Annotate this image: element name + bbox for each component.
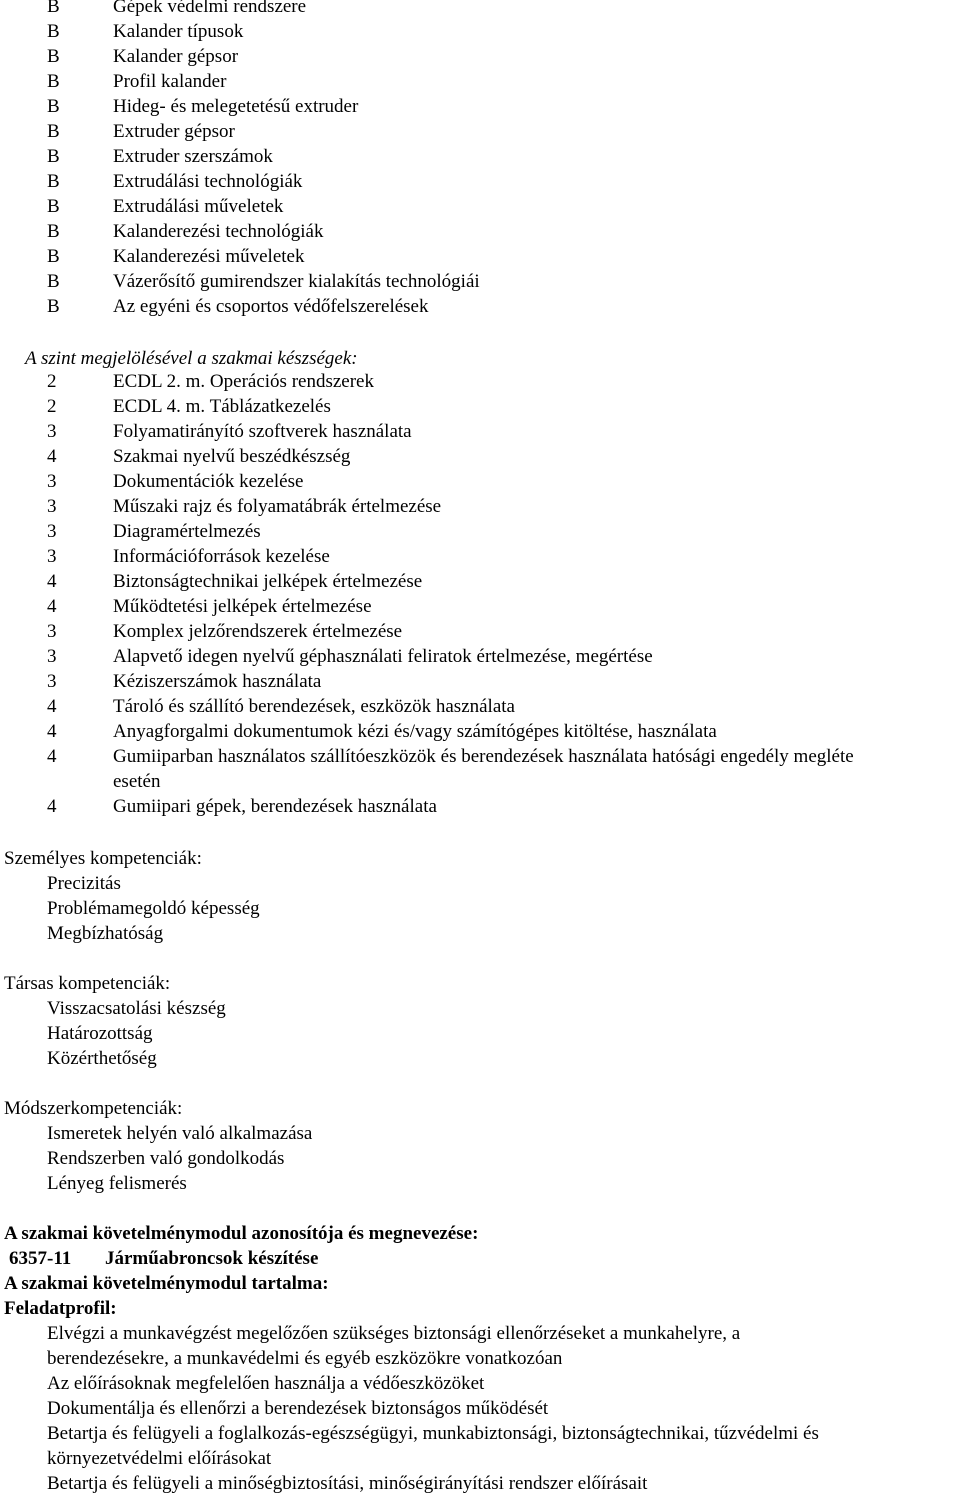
item-text: ECDL 2. m. Operációs rendszerek <box>113 371 374 392</box>
level-value: 3 <box>47 421 57 442</box>
list-item <box>0 71 960 96</box>
item-text: Extruder szerszámok <box>113 146 273 167</box>
item-text: Profil kalander <box>113 71 227 92</box>
list-item <box>0 21 960 46</box>
level-value: B <box>47 96 60 117</box>
list-item <box>0 221 960 246</box>
item-text: Gumiiparban használatos szállítóeszközök és berendezések használata hatósági engedély megléte <box>113 746 854 767</box>
item-text: Folyamatirányító szoftverek használata <box>113 421 412 442</box>
level-value: 3 <box>47 546 57 567</box>
task-line: Betartja és felügyeli a minőségbiztosítási, minőségirányítási rendszer előírásait <box>47 1473 648 1494</box>
list-item <box>0 246 960 271</box>
level-value: 4 <box>47 571 57 592</box>
list-item <box>0 421 960 446</box>
item-text: Kalanderezési technológiák <box>113 221 324 242</box>
list-item <box>0 96 960 121</box>
social-heading: Társas kompetenciák: <box>4 973 171 994</box>
list-item <box>0 521 960 546</box>
level-value: 4 <box>47 796 57 817</box>
item-text: Diagramértelmezés <box>113 521 261 542</box>
module-content-heading: A szakmai követelménymodul tartalma: <box>4 1273 329 1294</box>
item-text: Kéziszerszámok használata <box>113 671 322 692</box>
item-text: Gépek védelmi rendszere <box>113 0 307 17</box>
item-text: Információforrások kezelése <box>113 546 330 567</box>
item-text: esetén <box>113 771 161 792</box>
list-item <box>0 196 960 221</box>
list-item <box>0 646 960 671</box>
item-text: Gumiipari gépek, berendezések használata <box>113 796 437 817</box>
level-value: B <box>47 296 60 317</box>
item-text: Tároló és szállító berendezések, eszközök használata <box>113 696 515 717</box>
module-name: Járműabroncsok készítése <box>105 1248 319 1269</box>
task-line: Betartja és felügyeli a foglalkozás-egészségügyi, munkabiztonsági, biztonságtechnikai, tűzvédelmi és <box>47 1423 819 1444</box>
task-line: Az előírásoknak megfelelően használja a védőeszközöket <box>47 1373 485 1394</box>
level-value: 4 <box>47 721 57 742</box>
item-text: ECDL 4. m. Táblázatkezelés <box>113 396 331 417</box>
list-item <box>0 171 960 196</box>
level-value: 3 <box>47 496 57 517</box>
list-item <box>0 396 960 421</box>
level-value: 4 <box>47 746 57 767</box>
item-text: Extruder gépsor <box>113 121 235 142</box>
list-item <box>0 371 960 396</box>
list-item <box>0 446 960 471</box>
level-value: B <box>47 171 60 192</box>
list-item: Rendszerben való gondolkodás <box>47 1148 285 1169</box>
list-item <box>0 271 960 296</box>
list-item <box>0 471 960 496</box>
level-value: 4 <box>47 596 57 617</box>
level-value: 4 <box>47 446 57 467</box>
profile-heading: Feladatprofil: <box>4 1298 117 1319</box>
level-value: B <box>47 246 60 267</box>
list-item: Precizitás <box>47 873 121 894</box>
level-value: 2 <box>47 396 57 417</box>
item-text: Dokumentációk kezelése <box>113 471 304 492</box>
level-value: B <box>47 46 60 67</box>
item-text: Kalander gépsor <box>113 46 239 67</box>
item-text: Komplex jelzőrendszerek értelmezése <box>113 621 403 642</box>
personal-heading: Személyes kompetenciák: <box>4 848 202 869</box>
level-value: 3 <box>47 671 57 692</box>
task-line: Dokumentálja és ellenőrzi a berendezések biztonságos működését <box>47 1398 549 1419</box>
list-item: Lényeg felismerés <box>47 1173 187 1194</box>
item-text: Az egyéni és csoportos védőfelszerelések <box>113 296 429 317</box>
skills-heading: A szint megjelölésével a szakmai készségek: <box>25 348 358 369</box>
list-item-continuation <box>0 771 960 796</box>
list-item <box>0 696 960 721</box>
module-id-heading: A szakmai követelménymodul azonosítója és megnevezése: <box>4 1223 479 1244</box>
level-value: B <box>47 221 60 242</box>
list-item <box>0 496 960 521</box>
task-line: környezetvédelmi előírásokat <box>47 1448 272 1469</box>
list-item <box>0 721 960 746</box>
list-item <box>0 121 960 146</box>
level-value: B <box>47 71 60 92</box>
list-item <box>0 596 960 621</box>
list-item <box>0 546 960 571</box>
list-item: Ismeretek helyén való alkalmazása <box>47 1123 313 1144</box>
level-value: 4 <box>47 696 57 717</box>
item-text: Műszaki rajz és folyamatábrák értelmezése <box>113 496 442 517</box>
item-text: Hideg- és melegetetésű extruder <box>113 96 359 117</box>
level-value: B <box>47 0 60 17</box>
item-text: Kalander típusok <box>113 21 244 42</box>
item-text: Vázerősítő gumirendszer kialakítás technológiái <box>113 271 480 292</box>
item-text: Alapvető idegen nyelvű géphasználati feliratok értelmezése, megértése <box>113 646 653 667</box>
item-text: Biztonságtechnikai jelképek értelmezése <box>113 571 423 592</box>
level-value: B <box>47 271 60 292</box>
item-text: Extrudálási technológiák <box>113 171 303 192</box>
list-item: Határozottság <box>47 1023 153 1044</box>
item-text: Szakmai nyelvű beszédkészség <box>113 446 351 467</box>
task-line: berendezésekre, a munkavédelmi és egyéb eszközökre vonatkozóan <box>47 1348 563 1369</box>
list-item <box>0 621 960 646</box>
list-item <box>0 671 960 696</box>
list-item: Megbízhatóság <box>47 923 164 944</box>
item-text: Működtetési jelképek értelmezése <box>113 596 372 617</box>
list-item <box>0 746 960 771</box>
item-text: Extrudálási műveletek <box>113 196 284 217</box>
level-value: B <box>47 121 60 142</box>
list-item: Visszacsatolási készség <box>47 998 226 1019</box>
level-value: 3 <box>47 471 57 492</box>
list-item <box>0 571 960 596</box>
level-value: B <box>47 146 60 167</box>
method-heading: Módszerkompetenciák: <box>4 1098 183 1119</box>
list-item <box>0 46 960 71</box>
level-value: 3 <box>47 646 57 667</box>
list-item: Közérthetőség <box>47 1048 157 1069</box>
level-value: 3 <box>47 621 57 642</box>
list-item <box>0 796 960 821</box>
module-code: 6357-11 <box>9 1248 72 1269</box>
list-item: Problémamegoldó képesség <box>47 898 260 919</box>
list-item <box>0 146 960 171</box>
item-text: Kalanderezési műveletek <box>113 246 305 267</box>
list-item <box>0 296 960 321</box>
level-value: 3 <box>47 521 57 542</box>
level-value: B <box>47 196 60 217</box>
list-item <box>0 0 960 21</box>
level-value: B <box>47 21 60 42</box>
task-line: Elvégzi a munkavégzést megelőzően szükséges biztonsági ellenőrzéseket a munkahelyre, a <box>47 1323 741 1344</box>
item-text: Anyagforgalmi dokumentumok kézi és/vagy számítógépes kitöltése, használata <box>113 721 717 742</box>
level-value: 2 <box>47 371 57 392</box>
